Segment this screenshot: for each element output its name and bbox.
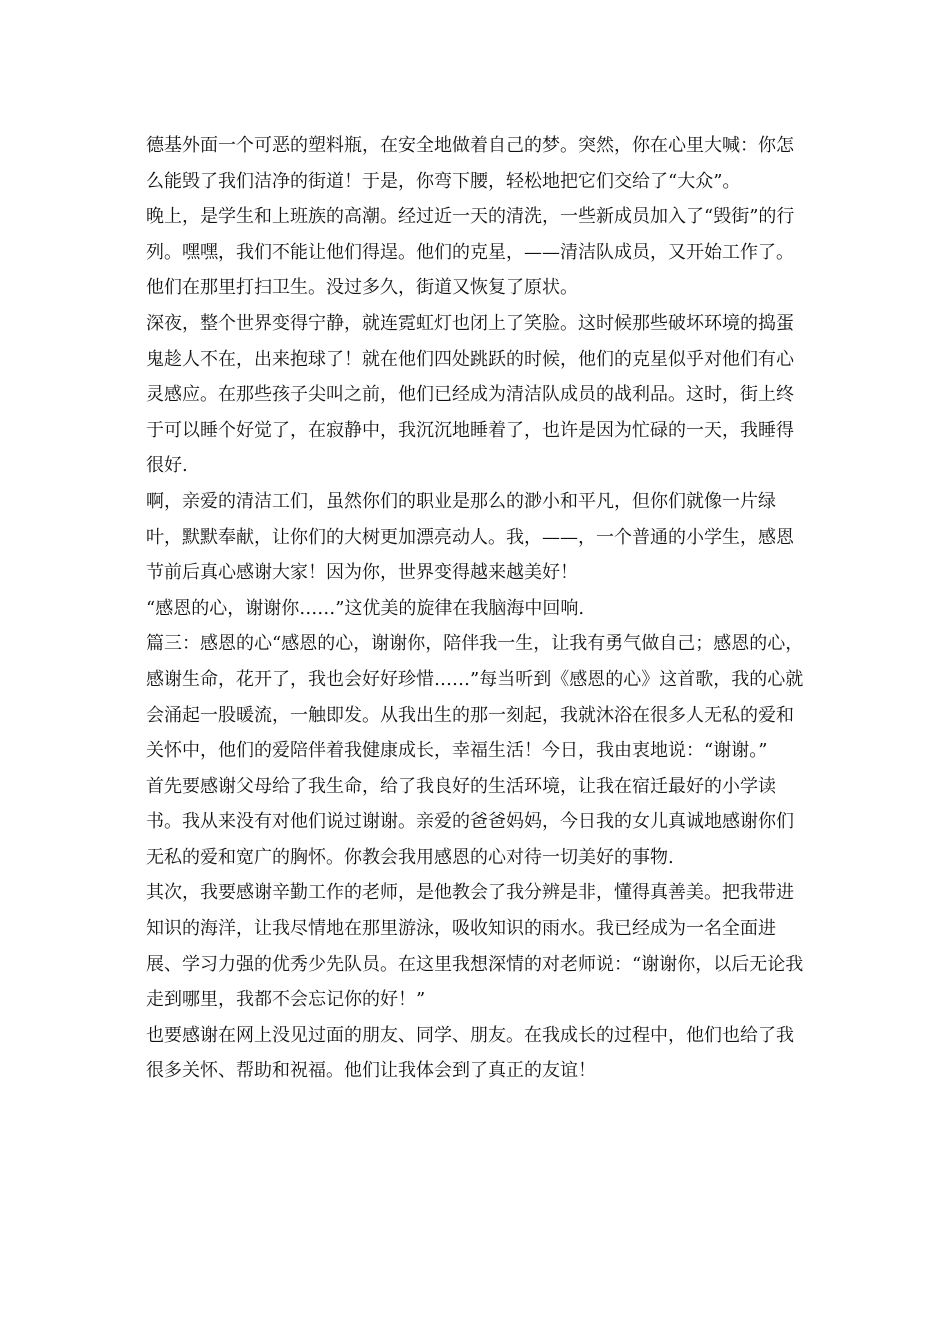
paragraph-thanks-teacher: 其次，我要感谢辛勤工作的老师，是他教会了我分辨是非，懂得真善美。把我带进知识的海洋，让我尽情地在那里游泳，吸收知识的雨水。我已经成为一名全面进展、学习力强的优秀少先队员。在这里我想深情的对老师说：“谢谢你，以后无论我走到哪里，我都不会忘记你的好！” bbox=[146, 882, 804, 1011]
document-body bbox=[146, 128, 810, 1089]
paragraph-song-melody: “感恩的心，谢谢你……”这优美的旋律在我脑海中回响. bbox=[146, 597, 585, 619]
paragraph-thanks-friends: 也要感谢在网上没见过面的朋友、同学、朋友。在我成长的过程中，他们也给了我很多关怀、帮助和祝福。他们让我体会到了真正的友谊！ bbox=[146, 1024, 794, 1082]
paragraph-late-night: 深夜，整个世界变得宁静，就连霓虹灯也闭上了笑脸。这时候那些破坏环境的捣蛋鬼趁人不在，出来抱球了！就在他们四处跳跃的时候，他们的克星似乎对他们有心灵感应。在那些孩子尖叫之前，他们已经成为清洁队成员的战利品。这时，街上终于可以睡个好觉了，在寂静中，我沉沉地睡着了，也许是因为忙碌的一天，我睡得很好. bbox=[146, 312, 794, 477]
paragraph-street-bottle: 德基外面一个可恶的塑料瓶，在安全地做着自己的梦。突然，你在心里大喊：你怎么能毁了我们洁净的街道！于是，你弯下腰，轻松地把它们交给了“大众”。 bbox=[146, 135, 794, 192]
paragraph-thanks-cleaners: 啊，亲爱的清洁工们，虽然你们的职业是那么的渺小和平凡，但你们就像一片绿叶，默默奉献，让你们的大树更加漂亮动人。我，——，一个普通的小学生，感恩节前后真心感谢大家！因为你，世界变得越来越美好！ bbox=[146, 490, 794, 584]
paragraph-part-three: 篇三：感恩的心“感恩的心，谢谢你，陪伴我一生，让我有勇气做自己；感恩的心，感谢生命，花开了，我也会好好珍惜……”每当听到《感恩的心》这首歌，我的心就会涌起一股暖流，一触即发。从我出生的那一刻起，我就沐浴在很多人无私的爱和关怀中，他们的爱陪伴着我健康成长，幸福生活！今日，我由衷地说：“谢谢。” bbox=[146, 633, 804, 762]
paragraph-evening: 晚上，是学生和上班族的高潮。经过近一天的清洗，一些新成员加入了“毁街”的行列。嘿嘿，我们不能让他们得逞。他们的克星，——清洁队成员，又开始工作了。他们在那里打扫卫生。没过多久，街道又恢复了原状。 bbox=[146, 206, 795, 299]
paragraph-thanks-parents: 首先要感谢父母给了我生命，给了我良好的生活环境，让我在宿迁最好的小学读书。我从来没有对他们说过谢谢。亲爱的爸爸妈妈，今日我的女儿真诚地感谢你们无私的爱和宽广的胸怀。你教会我用感恩的心对待一切美好的事物. bbox=[146, 775, 794, 868]
